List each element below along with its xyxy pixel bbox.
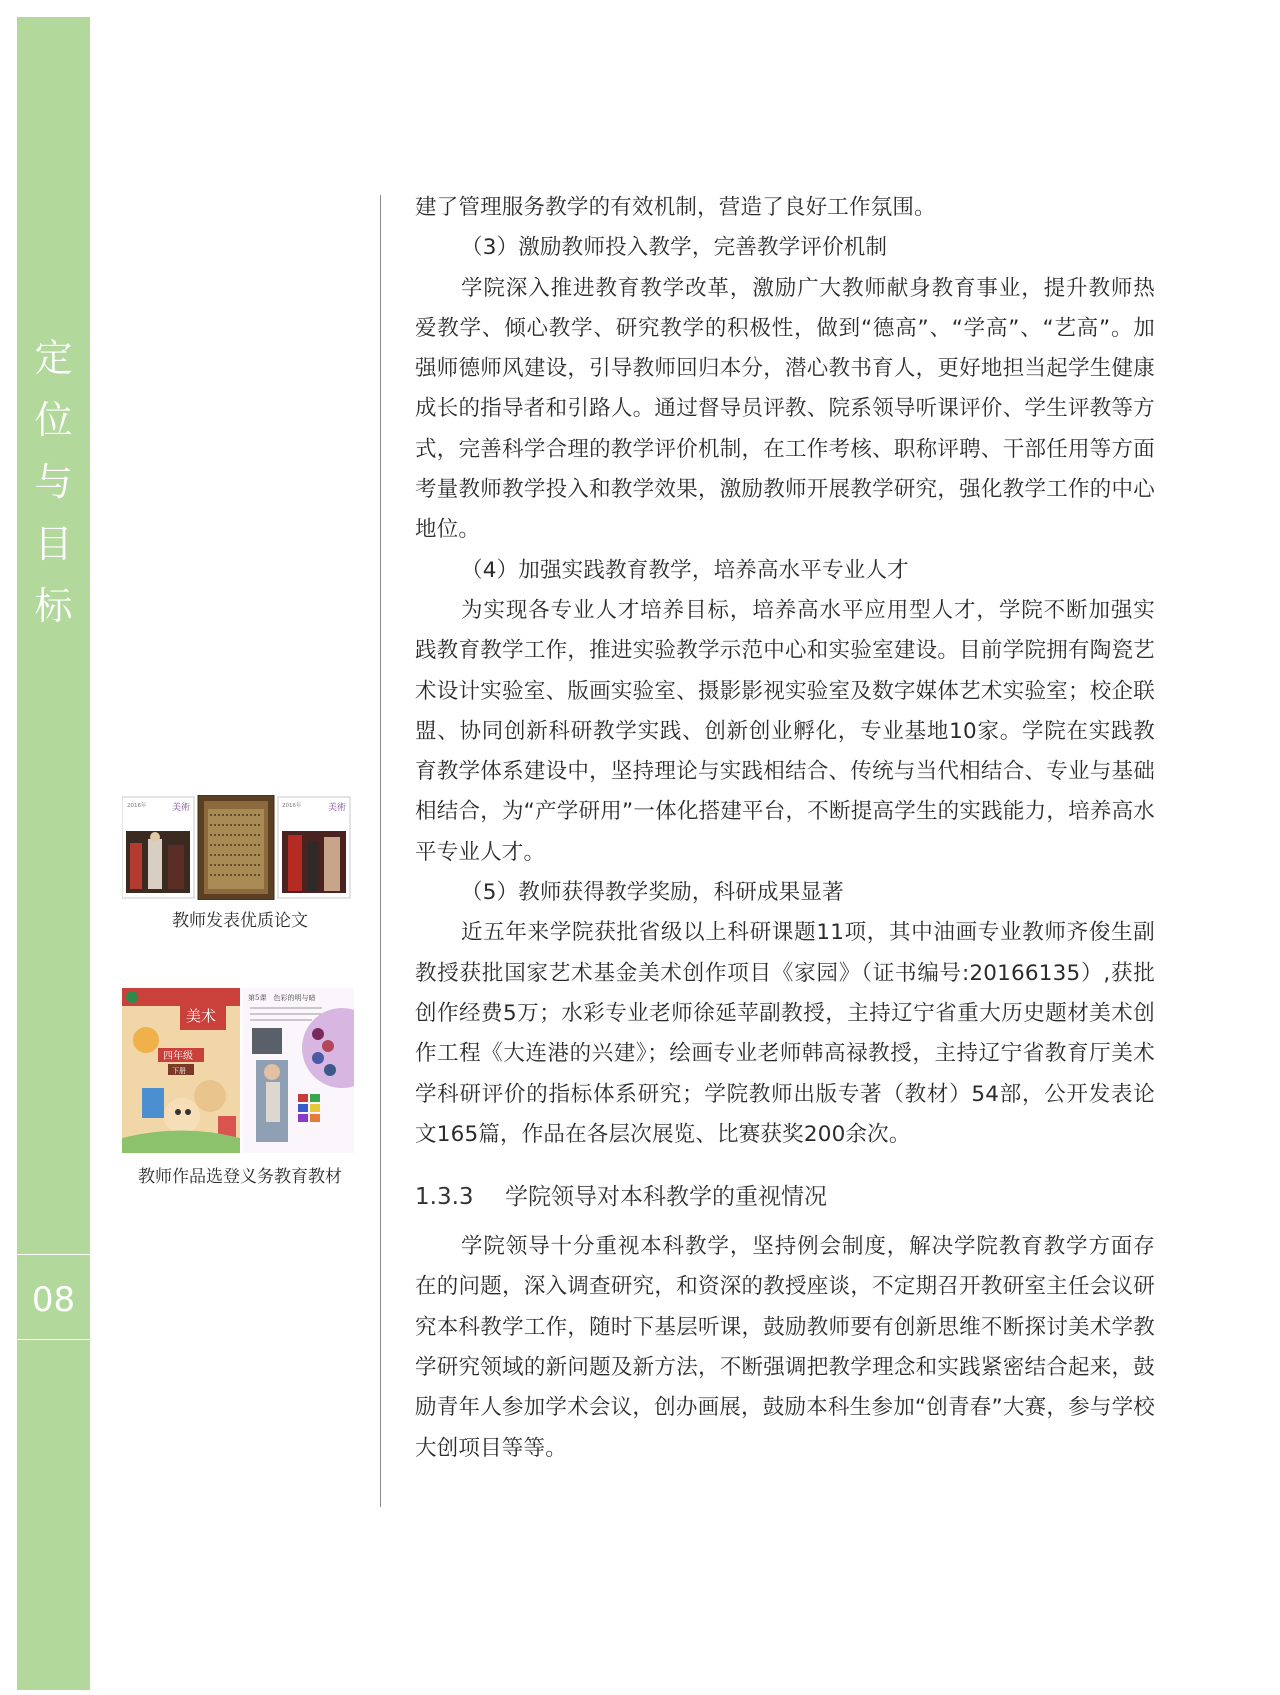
chapter-title-char: 标: [34, 584, 73, 628]
journal-issue-label: 2016年: [127, 803, 147, 809]
chapter-title-char: 定: [34, 336, 73, 380]
journal-cover-title: 美術: [172, 803, 191, 813]
journal-covers-image: [122, 795, 354, 900]
section-title: 学院领导对本科教学的重视情况: [505, 1184, 827, 1211]
textbook-image: [122, 988, 354, 1153]
subsection-heading: （5）教师获得教学奖励，科研成果显著: [461, 880, 844, 906]
textbook-title: 美术: [186, 1007, 217, 1025]
body-paragraph: 建了管理服务教学的有效机制，营造了良好工作氛围。: [415, 195, 936, 220]
figure-caption: 教师发表优质论文: [172, 911, 308, 931]
chapter-title: [17, 327, 90, 637]
page-number: 08: [31, 1280, 76, 1320]
body-paragraph: 为实现各专业人才培养目标，培养高水平应用型人才，学院不断加强实践教育教学工作，推进实验教学示范中心和实验室建设。目前学院拥有陶瓷艺术设计实验室、版画实验室、摄影影视实验室及数字媒体艺术实验室；校企联盟、协同创新科研教学实践、创新创业孵化，专业基地10家。学院在实践教育教学体系建设中，坚持理论与实践相结合、传统与当代相结合、专业与基础相结合，为“产学研用”一体化搭建平台，不断提高学生的实践能力，培养高水平专业人才。: [415, 597, 1155, 865]
journal-cover-title: 美術: [328, 803, 347, 813]
journal-issue-label: 2016年: [282, 803, 302, 809]
body-paragraph: 近五年来学院获批省级以上科研课题11项，其中油画专业教师齐俊生副教授获批国家艺术基金美术创作项目《家园》（证书编号:20166135）,获批创作经费5万；水彩专业老师徐延苹副教授，主持辽宁省重大历史题材美术创作工程《大连港的兴建》；绘画专业老师韩高禄教授，主持辽宁省教育厅美术学科研评价的指标体系研究；学院教师出版专著（教材）54部，公开发表论文165篇，作品在各层次展览、比赛获奖200余次。: [415, 920, 1155, 1147]
main-text-column: [415, 188, 1155, 1469]
textbook-volume: 下册: [172, 1067, 186, 1075]
chapter-title-char: 目: [34, 522, 73, 566]
subsection-heading: （4）加强实践教育教学，培养高水平专业人才: [461, 557, 909, 583]
subsection-heading: （3）激励教师投入教学，完善教学评价机制: [461, 235, 888, 261]
lesson-title: 第5课 色彩的明与暗: [248, 994, 316, 1002]
figure-caption: 教师作品选登义务教育教材: [138, 1167, 342, 1187]
textbook-grade: 四年级: [163, 1051, 193, 1062]
body-paragraph: 学院领导十分重视本科教学，坚持例会制度，解决学院教育教学方面存在的问题，深入调查研究，和资深的教授座谈，不定期召开教研室主任会议研究本科教学工作，随时下基层听课，鼓励教师要有创新思维不断探讨美术学教学研究领域的新问题及新方法，不断强调把教学理念和实践紧密结合起来，鼓励青年人参加学术会议，创办画展，鼓励本科生参加“创青春”大赛，参与学校大创项目等等。: [415, 1234, 1155, 1461]
section-number: 1.3.3: [415, 1184, 474, 1211]
chapter-title-char: 与: [34, 460, 73, 504]
page-number-rule-top: [17, 1254, 90, 1255]
column-divider: [380, 195, 381, 1507]
chapter-sidebar: [17, 17, 90, 1690]
body-paragraph: 学院深入推进教育教学改革，激励广大教师献身教育事业，提升教师热爱教学、倾心教学、研究教学的积极性，做到“德高”、“学高”、“艺高”。加强师德师风建设，引导教师回归本分，潜心教书育人，更好地担当起学生健康成长的指导者和引路人。通过督导员评教、院系领导听课评价、学生评教等方式，完善科学合理的教学评价机制，在工作考核、职称评聘、干部任用等方面考量教师教学投入和教学效果，激励教师开展教学研究，强化教学工作的中心地位。: [415, 275, 1155, 543]
page-number-rule-bottom: [17, 1339, 90, 1340]
section-heading: [415, 1177, 1155, 1217]
chapter-title-char: 位: [34, 398, 73, 442]
